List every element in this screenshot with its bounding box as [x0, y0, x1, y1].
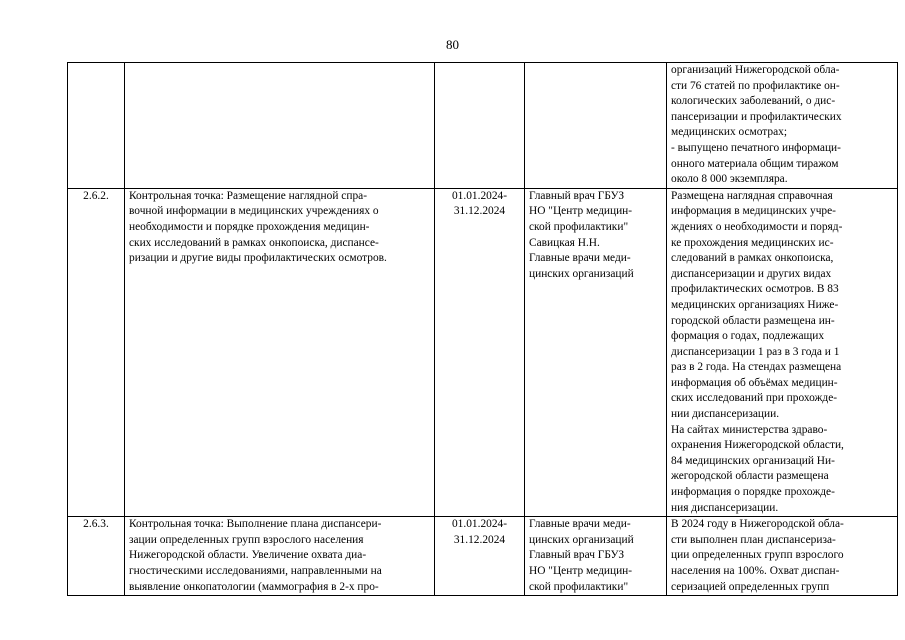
result-text-line: В 2024 году в Нижегородской обла- [671, 518, 844, 531]
cell-number: 2.6.2. [68, 188, 125, 516]
control-text-line: Контрольная точка: Выполнение плана диспансери- [129, 518, 382, 531]
result-text-line: медицинских организациях Ниже- [671, 298, 839, 311]
responsible-text-line: Главные врачи меди- [529, 252, 631, 265]
result-text-line: серизацией определенных групп [671, 580, 830, 593]
result-text-line: диспансеризации и других видах [671, 267, 832, 280]
result-text-line: Размещена наглядная справочная [671, 189, 833, 202]
result-text-line: ции определенных групп взрослого [671, 549, 844, 562]
result-text-line: медицинских осмотрах; [671, 126, 788, 139]
result-text-line: организаций Нижегородской обла- [671, 64, 840, 76]
result-text-line: около 8 000 экземпляра. [671, 173, 788, 186]
result-text-line: - выпущено печатного информаци- [671, 141, 841, 154]
responsible-text-line: НО "Центр медицин- [529, 205, 633, 218]
table-row-2-6-2 [68, 188, 898, 516]
cell-responsible [525, 63, 667, 189]
cell-control-point [125, 517, 435, 596]
cell-control-point [125, 63, 435, 189]
plan-table [67, 62, 898, 596]
dates-text-line: 01.01.2024- [451, 518, 508, 531]
result-text-line: нии диспансеризации. [671, 408, 780, 421]
result-text-line: информация о порядке прохожде- [671, 486, 835, 499]
result-text-line: ке прохождения медицинских ис- [671, 236, 834, 249]
responsible-text-line: Главный врач ГБУЗ [529, 549, 625, 562]
result-text-line: формация о годах, подлежащих [671, 330, 825, 343]
result-text-line: онного материала общим тиражом [671, 157, 839, 170]
cell-responsible [525, 517, 667, 596]
result-text-line: информация об объёмах медицин- [671, 376, 838, 389]
control-text-line: вочной информации в медицинских учреждениях о [129, 205, 379, 218]
cell-dates [435, 63, 525, 189]
result-text-line: раз в 2 года. На стендах размещена [671, 361, 842, 374]
result-text-line: ния диспансеризации. [671, 501, 779, 514]
result-text-line: ждениях о необходимости и поряд- [671, 220, 843, 233]
control-text-line: гностическими исследованиями, направленными на [129, 565, 382, 577]
responsible-text-line: цинских организаций [529, 533, 634, 546]
result-text-line: 84 медицинских организаций Ни- [671, 454, 835, 467]
control-text-line: Нижегородской области. Увеличение охвата диа- [129, 549, 367, 562]
result-text-line: ских исследований при прохожде- [671, 392, 838, 405]
result-text-line: населения на 100%. Охват диспан- [671, 565, 840, 577]
responsible-text-line: Главные врачи меди- [529, 518, 631, 531]
result-text-line: охранения Нижегородской области, [671, 439, 844, 452]
control-text-line: выявление онкопатологии (маммография в 2-х про- [129, 580, 379, 593]
cell-result [667, 188, 898, 516]
control-text-line: необходимости и порядке прохождения медицин- [129, 220, 370, 233]
responsible-text-line: ской профилактики" [529, 580, 629, 593]
responsible-text-line: НО "Центр медицин- [529, 565, 633, 577]
responsible-text-line: ской профилактики" [529, 220, 629, 233]
page-number: 80 [446, 37, 459, 52]
cell-result [667, 63, 898, 189]
result-text-line: городской области размещена ин- [671, 314, 835, 327]
result-text-line: информация в медицинских учре- [671, 205, 836, 218]
responsible-text-line: цинских организаций [529, 267, 634, 280]
result-text-line: сти 76 статей по профилактике он- [671, 79, 840, 92]
cell-number [68, 63, 125, 189]
dates-text-line: 01.01.2024- [451, 189, 508, 202]
result-text-line: кологических заболеваний, о дис- [671, 95, 836, 108]
result-text-line: следований в рамках онкопоиска, [671, 252, 834, 265]
cell-number: 2.6.3. [68, 517, 125, 596]
control-text-line: зации определенных групп взрослого населения [129, 533, 364, 546]
cell-responsible [525, 188, 667, 516]
table-row-continued [68, 63, 898, 189]
control-text-line: ских исследований в рамках онкопоиска, диспансе- [129, 236, 379, 249]
control-text-line: ризации и другие виды профилактических осмотров. [129, 252, 387, 265]
cell-control-point [125, 188, 435, 516]
cell-dates [435, 188, 525, 516]
result-text-line: профилактических осмотров. В 83 [671, 283, 839, 296]
result-text-line: сти выполнен план диспансериза- [671, 533, 836, 546]
cell-result [667, 517, 898, 596]
result-text-line: жегородской области размещена [671, 470, 829, 483]
result-text-line: На сайтах министерства здраво- [671, 423, 828, 436]
plan-table-body [68, 63, 898, 596]
dates-text-line: 31.12.2024 [453, 533, 506, 546]
table-row-2-6-3 [68, 517, 898, 596]
result-text-line: пансеризации и профилактических [671, 110, 842, 123]
control-text-line: Контрольная точка: Размещение наглядной спра- [129, 189, 367, 202]
cell-dates [435, 517, 525, 596]
responsible-text-line: Савицкая Н.Н. [529, 236, 600, 249]
result-text-line: диспансеризации 1 раз в 3 года и 1 [671, 345, 840, 358]
dates-text-line: 31.12.2024 [453, 205, 506, 218]
responsible-text-line: Главный врач ГБУЗ [529, 189, 625, 202]
